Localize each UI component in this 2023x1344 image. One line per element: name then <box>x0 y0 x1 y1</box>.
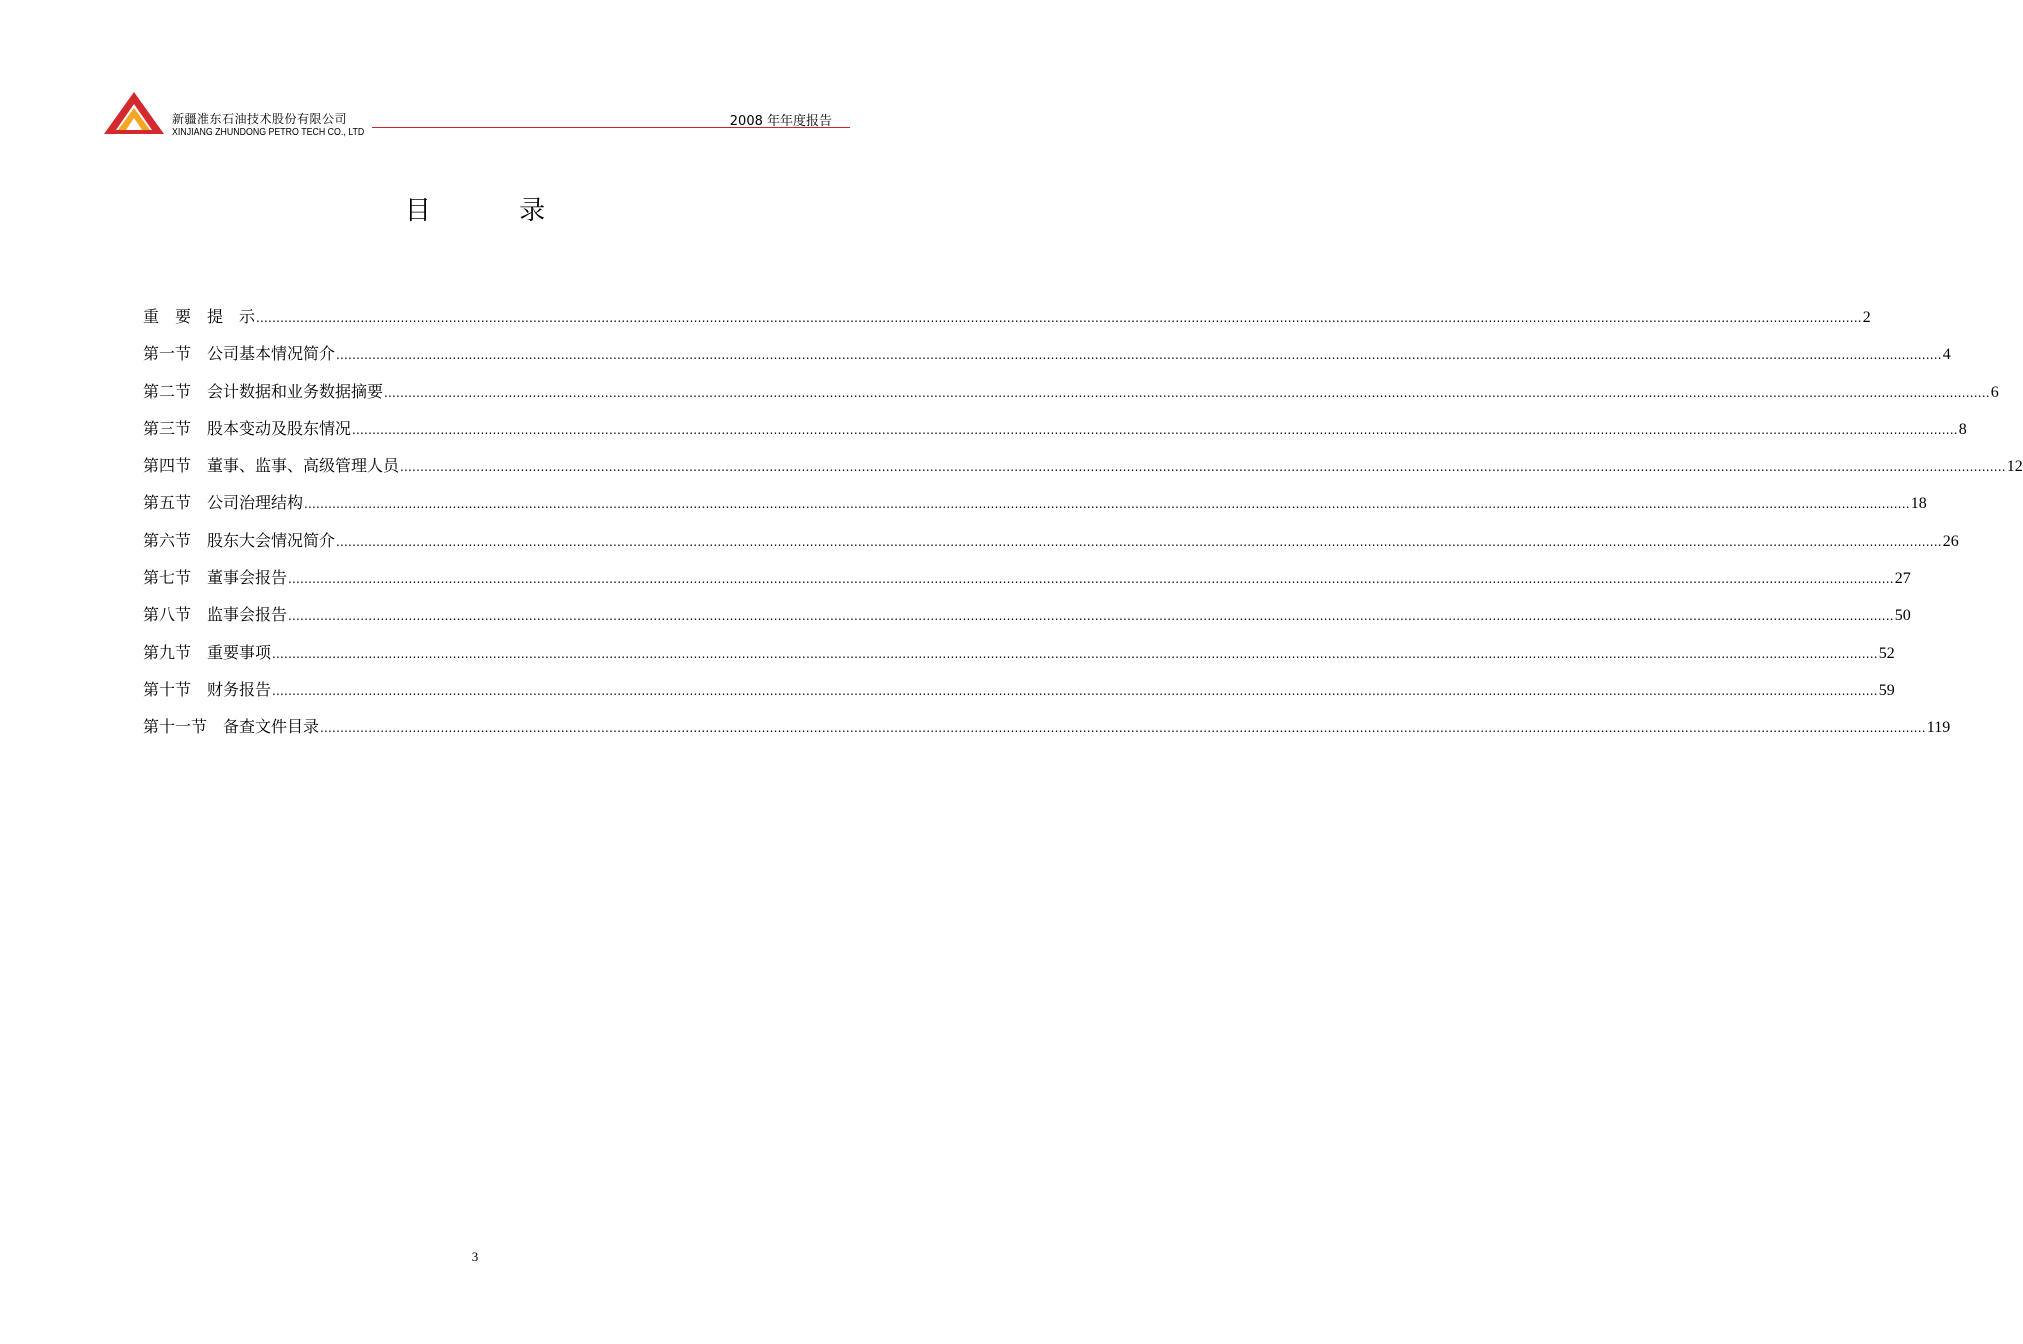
toc-entry[interactable] <box>143 564 1911 601</box>
toc-entry-label: 第五节 公司治理结构 <box>143 493 304 513</box>
company-name-chinese: 新疆准东石油技术股份有限公司 <box>172 112 348 126</box>
toc-entry-page: 2 <box>1862 309 1871 326</box>
header-divider <box>372 127 850 128</box>
toc-entry-label: 第六节 股东大会情况简介 <box>143 530 336 550</box>
report-title: 2008 年年度报告 <box>729 114 832 129</box>
toc-entry-page: 26 <box>1942 532 1959 550</box>
toc-dot-leader: ................................................................................................................................................................................................................................................................................................................................................................................................................ <box>256 311 1862 325</box>
toc-entry[interactable] <box>143 415 1967 452</box>
toc-entry-label: 第八节 监事会报告 <box>143 605 288 625</box>
table-of-contents <box>143 303 2023 751</box>
toc-entry-label: 第三节 股本变动及股东情况 <box>143 418 352 438</box>
toc-entry-page: 6 <box>1990 383 1999 401</box>
toc-entry[interactable] <box>143 639 1895 676</box>
toc-entry-page: 4 <box>1942 346 1951 364</box>
toc-entry-label: 第十节 财务报告 <box>143 679 272 699</box>
toc-entry[interactable] <box>143 601 1911 638</box>
toc-dot-leader: ................................................................................................................................................................................................................................................................................................................................................................................................................ <box>384 385 1990 400</box>
toc-entry-page: 52 <box>1878 644 1895 662</box>
toc-entry-page: 119 <box>1926 719 1951 737</box>
toc-entry-page: 18 <box>1910 495 1927 513</box>
toc-entry[interactable] <box>143 489 1927 526</box>
toc-entry-page: 8 <box>1958 420 1967 438</box>
page-header <box>0 0 950 150</box>
toc-entry-label: 第七节 董事会报告 <box>143 568 288 588</box>
toc-entry[interactable] <box>143 676 1895 713</box>
toc-dot-leader: ................................................................................................................................................................................................................................................................................................................................................................................................................ <box>272 683 1878 698</box>
toc-entry[interactable] <box>143 527 1959 564</box>
toc-dot-leader: ................................................................................................................................................................................................................................................................................................................................................................................................................ <box>304 497 1910 512</box>
toc-entry[interactable] <box>143 452 2023 489</box>
toc-entry[interactable] <box>143 340 1951 377</box>
toc-entry-page: 59 <box>1878 681 1895 699</box>
page-title: 目 录 <box>404 196 586 226</box>
toc-dot-leader: ................................................................................................................................................................................................................................................................................................................................................................................................................ <box>400 460 2006 475</box>
toc-dot-leader: ................................................................................................................................................................................................................................................................................................................................................................................................................ <box>288 609 1894 624</box>
toc-entry[interactable] <box>143 378 1999 415</box>
toc-dot-leader: ................................................................................................................................................................................................................................................................................................................................................................................................................ <box>336 534 1942 549</box>
toc-entry-page: 50 <box>1894 607 1911 625</box>
toc-dot-leader: ................................................................................................................................................................................................................................................................................................................................................................................................................ <box>320 721 1926 736</box>
toc-entry-label: 第二节 会计数据和业务数据摘要 <box>143 381 384 401</box>
toc-entry-page: 12 <box>2006 458 2023 476</box>
company-name-english: XINJIANG ZHUNDONG PETRO TECH CO., LTD <box>172 126 365 138</box>
toc-entry[interactable] <box>143 713 1951 750</box>
toc-entry[interactable] <box>143 303 1871 340</box>
toc-entry-label: 第四节 董事、监事、高级管理人员 <box>143 456 400 476</box>
toc-entry-label: 第一节 公司基本情况简介 <box>143 344 336 364</box>
toc-dot-leader: ................................................................................................................................................................................................................................................................................................................................................................................................................ <box>272 646 1878 661</box>
toc-entry-label: 第九节 重要事项 <box>143 642 272 662</box>
toc-dot-leader: ................................................................................................................................................................................................................................................................................................................................................................................................................ <box>288 572 1894 587</box>
page-number: 3 <box>471 1249 479 1264</box>
toc-dot-leader: ................................................................................................................................................................................................................................................................................................................................................................................................................ <box>352 422 1958 437</box>
toc-entry-page: 27 <box>1894 570 1911 588</box>
toc-dot-leader: ................................................................................................................................................................................................................................................................................................................................................................................................................ <box>336 348 1942 363</box>
company-logo-icon <box>104 92 164 134</box>
toc-entry-label: 第十一节 备查文件目录 <box>143 717 320 737</box>
toc-entry-label: 重 要 提 示 <box>143 307 256 326</box>
